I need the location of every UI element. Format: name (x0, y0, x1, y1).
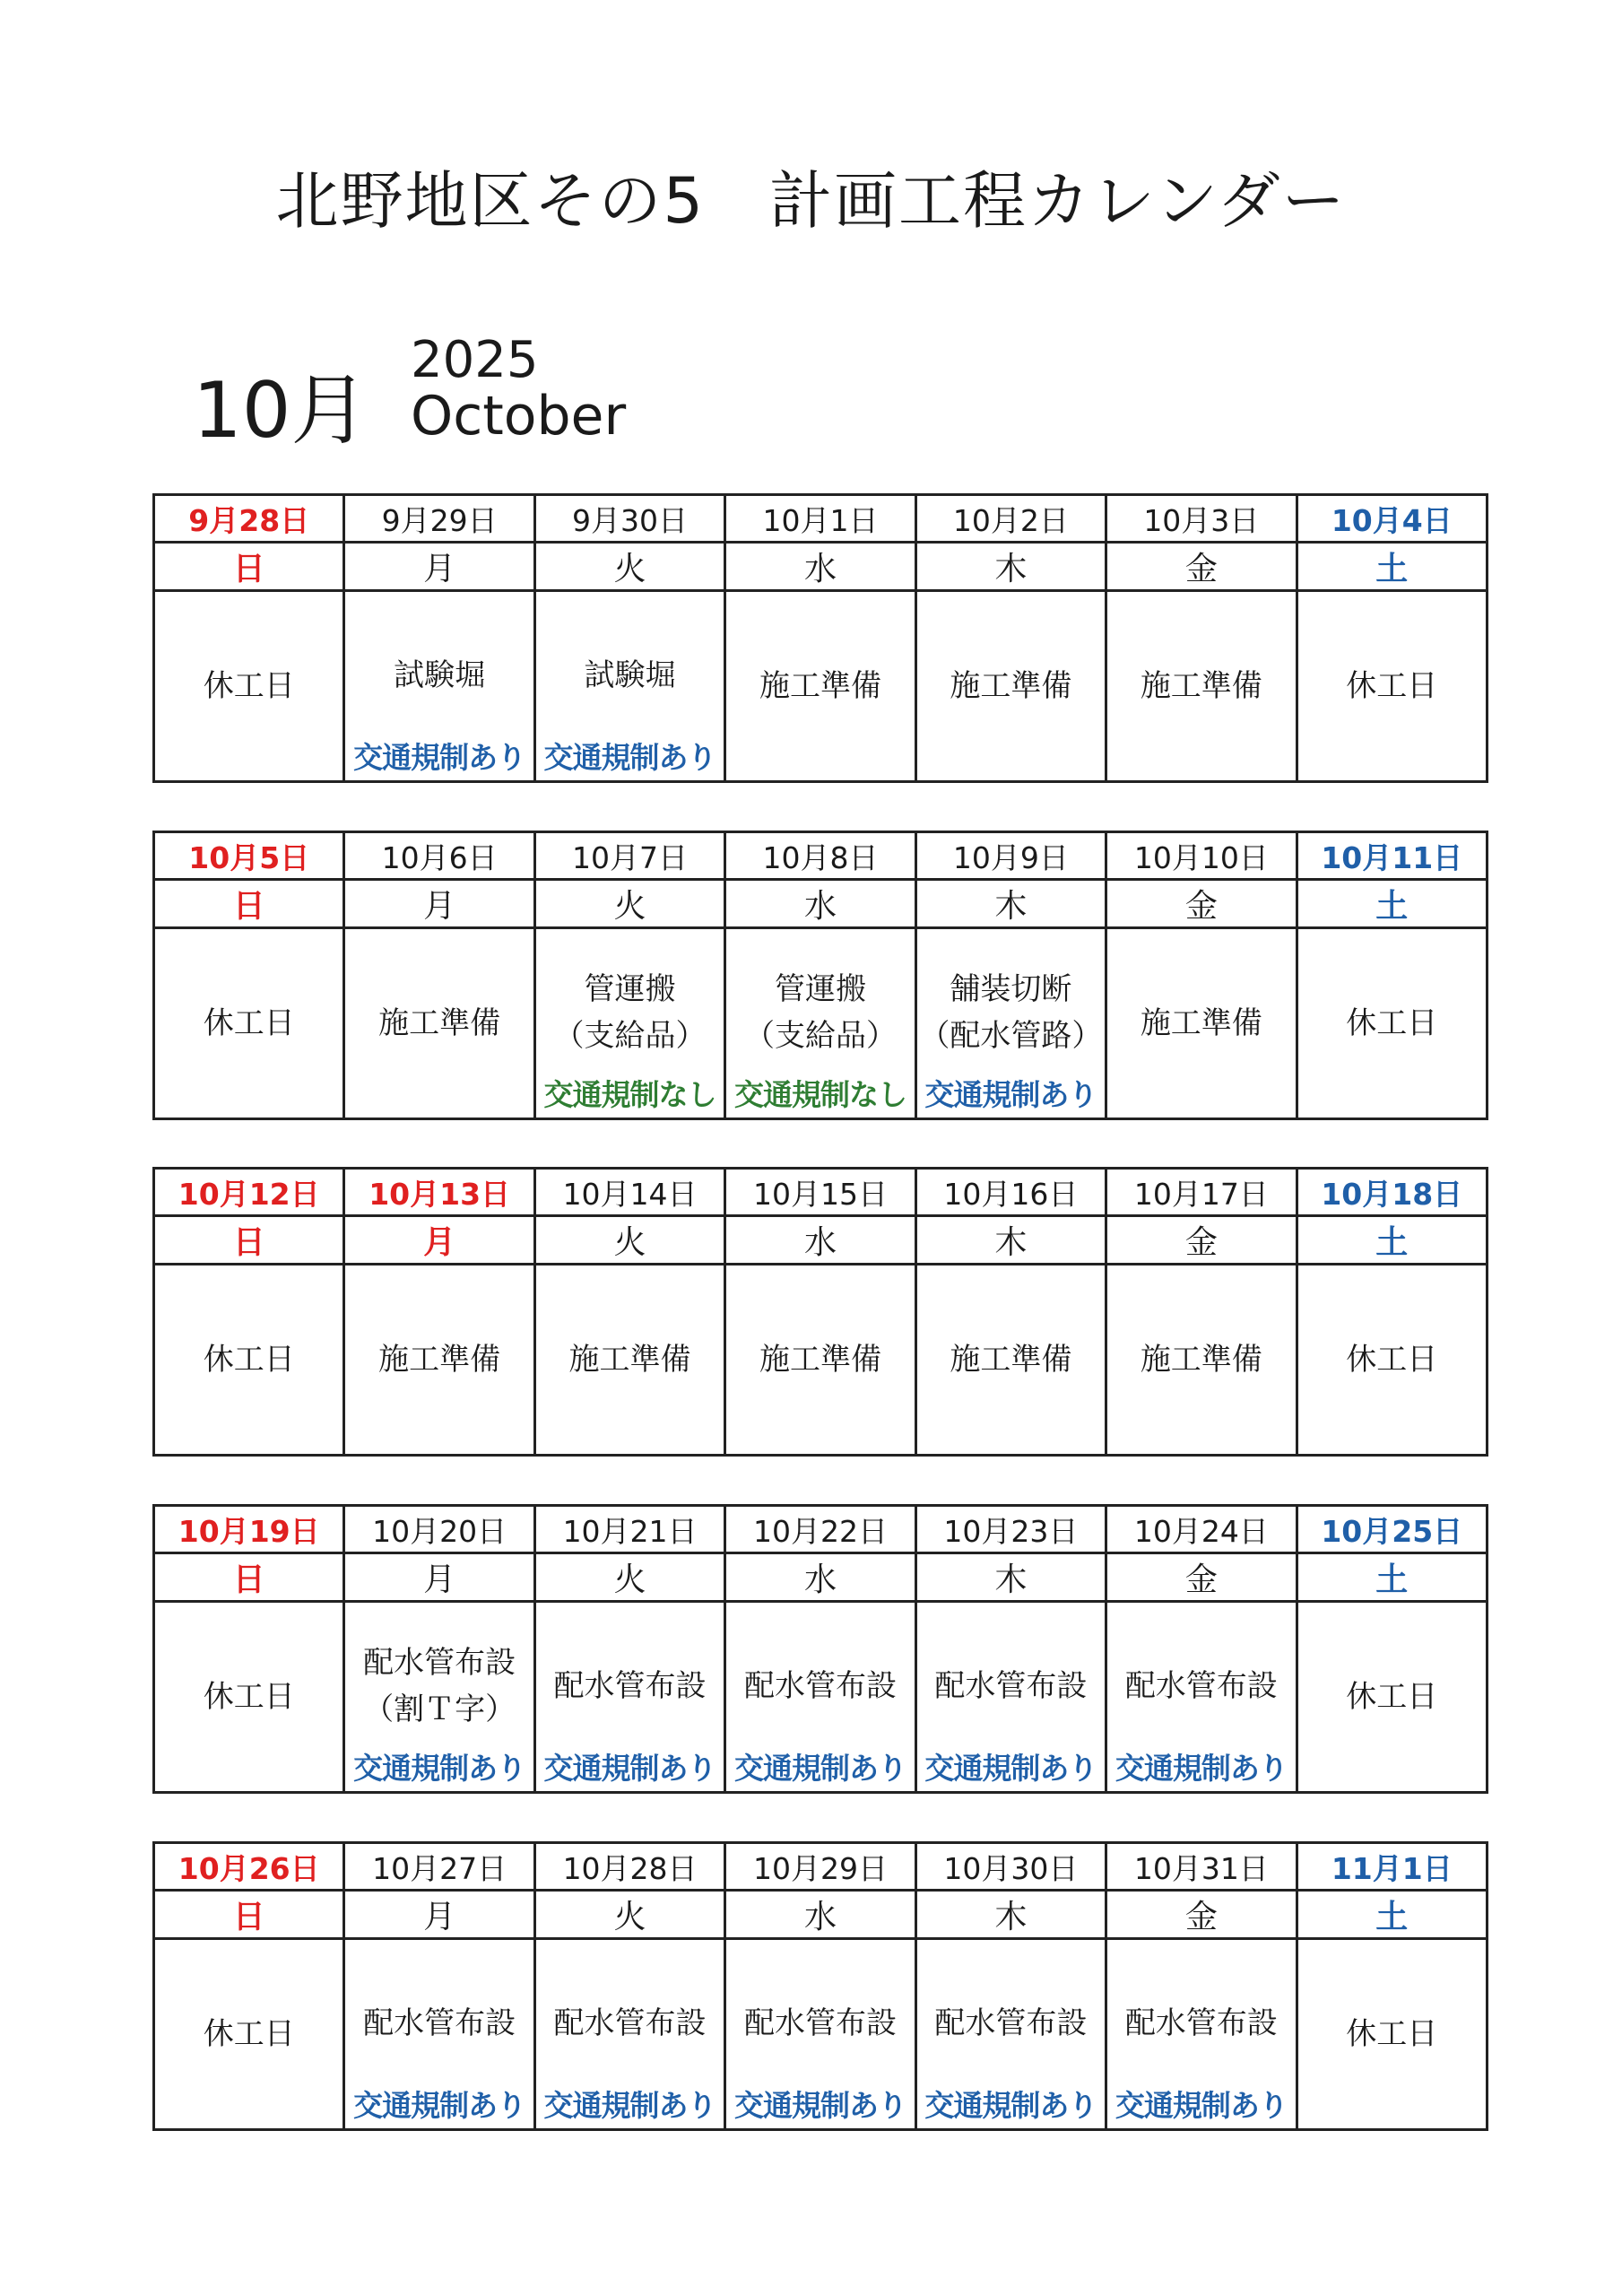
activity-text: 配水管布設 (743, 2005, 897, 2041)
activity-text: （支給品） (743, 1018, 897, 1054)
day-activity-cell (1297, 1265, 1487, 1456)
month-label: 10月 (193, 366, 369, 456)
activity-text: 休工日 (203, 2016, 295, 2052)
page-title: 北野地区その5 計画工程カレンダー (275, 164, 1347, 238)
activity-text: （割Ｔ字） (363, 1692, 516, 1727)
traffic-restriction-note: 交通規制あり (924, 1077, 1097, 1112)
activity-text: 試験堀 (584, 657, 676, 693)
day-of-week: 木 (915, 543, 1106, 591)
day-of-week: 水 (725, 543, 915, 591)
activity-text: 施工準備 (950, 668, 1072, 704)
day-of-week: 金 (1106, 1553, 1297, 1602)
day-date: 10月15日 (725, 1169, 915, 1216)
day-activity-cell (154, 1265, 344, 1456)
week-table (152, 831, 1488, 1120)
day-date: 9月28日 (154, 495, 344, 543)
traffic-restriction-note: 交通規制あり (733, 1751, 906, 1786)
activity-text: 配水管布設 (1124, 2005, 1278, 2041)
day-of-week: 火 (534, 1216, 724, 1265)
day-of-week: 木 (915, 880, 1106, 928)
day-date: 10月31日 (1106, 1843, 1297, 1891)
day-activity-cell (154, 591, 344, 782)
activity-text: （支給品） (553, 1018, 707, 1054)
traffic-restriction-note: 交通規制なし (543, 1077, 716, 1112)
day-activity-cell (725, 928, 915, 1119)
activity-text: 試験堀 (394, 657, 486, 693)
day-of-week: 日 (154, 1553, 344, 1602)
traffic-restriction-note: 交通規制あり (353, 2088, 526, 2123)
day-date: 10月5日 (154, 832, 344, 880)
day-activity-cell (915, 1939, 1106, 2130)
activity-text: 配水管布設 (934, 1668, 1088, 1704)
day-activity-cell (725, 1602, 915, 1793)
day-activity-cell (725, 1939, 915, 2130)
day-activity-cell (534, 591, 724, 782)
traffic-restriction-note: 交通規制あり (733, 2088, 906, 2123)
activity-text: 管運搬 (584, 971, 676, 1007)
day-activity-cell (1106, 1265, 1297, 1456)
activity-text: 施工準備 (1140, 1342, 1262, 1378)
activity-text: 配水管布設 (553, 1668, 707, 1704)
activity-text: 休工日 (1346, 668, 1438, 704)
week-table (152, 493, 1488, 783)
activity-text: 施工準備 (1140, 668, 1262, 704)
day-of-week: 土 (1297, 1216, 1487, 1265)
activity-text: 配水管布設 (743, 1668, 897, 1704)
day-date: 10月7日 (534, 832, 724, 880)
day-date: 10月25日 (1297, 1506, 1487, 1553)
day-activity-cell (534, 1939, 724, 2130)
day-date: 10月4日 (1297, 495, 1487, 543)
traffic-restriction-note: 交通規制あり (543, 740, 716, 775)
day-date: 10月6日 (344, 832, 534, 880)
day-activity-cell (915, 1265, 1106, 1456)
day-of-week: 水 (725, 1216, 915, 1265)
day-date: 10月2日 (915, 495, 1106, 543)
day-date: 10月22日 (725, 1506, 915, 1553)
day-of-week: 月 (344, 1891, 534, 1939)
day-date: 10月13日 (344, 1169, 534, 1216)
day-date: 10月19日 (154, 1506, 344, 1553)
day-date: 10月3日 (1106, 495, 1297, 543)
day-of-week: 火 (534, 880, 724, 928)
activity-text: 休工日 (1346, 2016, 1438, 2052)
activity-text: 施工準備 (759, 1342, 881, 1378)
activity-text: 配水管布設 (363, 2005, 516, 2041)
activity-text: 休工日 (203, 1679, 295, 1715)
day-date: 10月12日 (154, 1169, 344, 1216)
day-date: 10月14日 (534, 1169, 724, 1216)
day-activity-cell (1297, 928, 1487, 1119)
activity-text: 施工準備 (1140, 1005, 1262, 1041)
day-activity-cell (154, 1602, 344, 1793)
traffic-restriction-note: 交通規制あり (543, 2088, 716, 2123)
day-activity-cell (725, 591, 915, 782)
month-english-label: October (411, 385, 627, 448)
activity-text: 施工準備 (759, 668, 881, 704)
activity-text: 管運搬 (774, 971, 866, 1007)
week-table (152, 1167, 1488, 1457)
day-date: 9月30日 (534, 495, 724, 543)
day-of-week: 金 (1106, 1216, 1297, 1265)
day-activity-cell (915, 1602, 1106, 1793)
traffic-restriction-note: 交通規制なし (733, 1077, 906, 1112)
day-date: 10月17日 (1106, 1169, 1297, 1216)
activity-text: 休工日 (1346, 1005, 1438, 1041)
day-of-week: 日 (154, 1891, 344, 1939)
activity-text: 休工日 (203, 1005, 295, 1041)
activity-text: 施工準備 (950, 1342, 1072, 1378)
activity-text: 配水管布設 (934, 2005, 1088, 2041)
day-of-week: 火 (534, 1553, 724, 1602)
traffic-restriction-note: 交通規制あり (1115, 1751, 1288, 1786)
activity-text: 舗装切断 (950, 971, 1072, 1007)
day-of-week: 土 (1297, 1891, 1487, 1939)
week-table (152, 1504, 1488, 1794)
day-of-week: 木 (915, 1891, 1106, 1939)
day-activity-cell (1106, 1939, 1297, 2130)
day-activity-cell (1297, 1939, 1487, 2130)
day-of-week: 水 (725, 1553, 915, 1602)
day-activity-cell (534, 1265, 724, 1456)
activity-text: 配水管布設 (363, 1645, 516, 1681)
day-activity-cell (344, 591, 534, 782)
day-activity-cell (1106, 928, 1297, 1119)
day-date: 10月9日 (915, 832, 1106, 880)
day-of-week: 土 (1297, 543, 1487, 591)
day-date: 10月20日 (344, 1506, 534, 1553)
activity-text: 配水管布設 (1124, 1668, 1278, 1704)
activity-text: 施工準備 (378, 1005, 501, 1041)
day-of-week: 日 (154, 1216, 344, 1265)
day-of-week: 金 (1106, 1891, 1297, 1939)
activity-text: 休工日 (1346, 1679, 1438, 1715)
day-of-week: 月 (344, 543, 534, 591)
day-date: 10月29日 (725, 1843, 915, 1891)
day-date: 10月26日 (154, 1843, 344, 1891)
day-date: 10月21日 (534, 1506, 724, 1553)
day-of-week: 土 (1297, 1553, 1487, 1602)
day-date: 10月1日 (725, 495, 915, 543)
day-of-week: 月 (344, 1216, 534, 1265)
activity-text: （配水管路） (919, 1018, 1103, 1054)
day-of-week: 金 (1106, 543, 1297, 591)
activity-text: 施工準備 (378, 1342, 501, 1378)
day-activity-cell (1297, 591, 1487, 782)
day-activity-cell (534, 928, 724, 1119)
day-activity-cell (344, 1939, 534, 2130)
activity-text: 休工日 (203, 1342, 295, 1378)
day-date: 11月1日 (1297, 1843, 1487, 1891)
week-table (152, 1841, 1488, 2131)
activity-text: 配水管布設 (553, 2005, 707, 2041)
traffic-restriction-note: 交通規制あり (924, 1751, 1097, 1786)
day-of-week: 火 (534, 1891, 724, 1939)
day-date: 10月10日 (1106, 832, 1297, 880)
day-date: 10月24日 (1106, 1506, 1297, 1553)
day-date: 10月8日 (725, 832, 915, 880)
activity-text: 休工日 (1346, 1342, 1438, 1378)
day-activity-cell (344, 1602, 534, 1793)
day-activity-cell (344, 928, 534, 1119)
day-activity-cell (1106, 591, 1297, 782)
day-activity-cell (725, 1265, 915, 1456)
traffic-restriction-note: 交通規制あり (543, 1751, 716, 1786)
day-of-week: 土 (1297, 880, 1487, 928)
day-activity-cell (154, 928, 344, 1119)
day-of-week: 月 (344, 880, 534, 928)
traffic-restriction-note: 交通規制あり (353, 1751, 526, 1786)
day-activity-cell (154, 1939, 344, 2130)
day-of-week: 月 (344, 1553, 534, 1602)
day-activity-cell (915, 591, 1106, 782)
day-date: 10月30日 (915, 1843, 1106, 1891)
day-date: 10月11日 (1297, 832, 1487, 880)
day-activity-cell (915, 928, 1106, 1119)
day-date: 9月29日 (344, 495, 534, 543)
day-of-week: 金 (1106, 880, 1297, 928)
day-activity-cell (534, 1602, 724, 1793)
activity-text: 休工日 (203, 668, 295, 704)
day-date: 10月27日 (344, 1843, 534, 1891)
traffic-restriction-note: 交通規制あり (1115, 2088, 1288, 2123)
day-of-week: 日 (154, 543, 344, 591)
traffic-restriction-note: 交通規制あり (924, 2088, 1097, 2123)
day-of-week: 水 (725, 880, 915, 928)
day-of-week: 木 (915, 1553, 1106, 1602)
day-of-week: 木 (915, 1216, 1106, 1265)
day-activity-cell (344, 1265, 534, 1456)
day-date: 10月16日 (915, 1169, 1106, 1216)
day-activity-cell (1106, 1602, 1297, 1793)
day-of-week: 火 (534, 543, 724, 591)
day-date: 10月23日 (915, 1506, 1106, 1553)
day-date: 10月28日 (534, 1843, 724, 1891)
day-of-week: 日 (154, 880, 344, 928)
day-date: 10月18日 (1297, 1169, 1487, 1216)
activity-text: 施工準備 (568, 1342, 691, 1378)
traffic-restriction-note: 交通規制あり (353, 740, 526, 775)
day-activity-cell (1297, 1602, 1487, 1793)
year-label: 2025 (411, 331, 539, 389)
day-of-week: 水 (725, 1891, 915, 1939)
